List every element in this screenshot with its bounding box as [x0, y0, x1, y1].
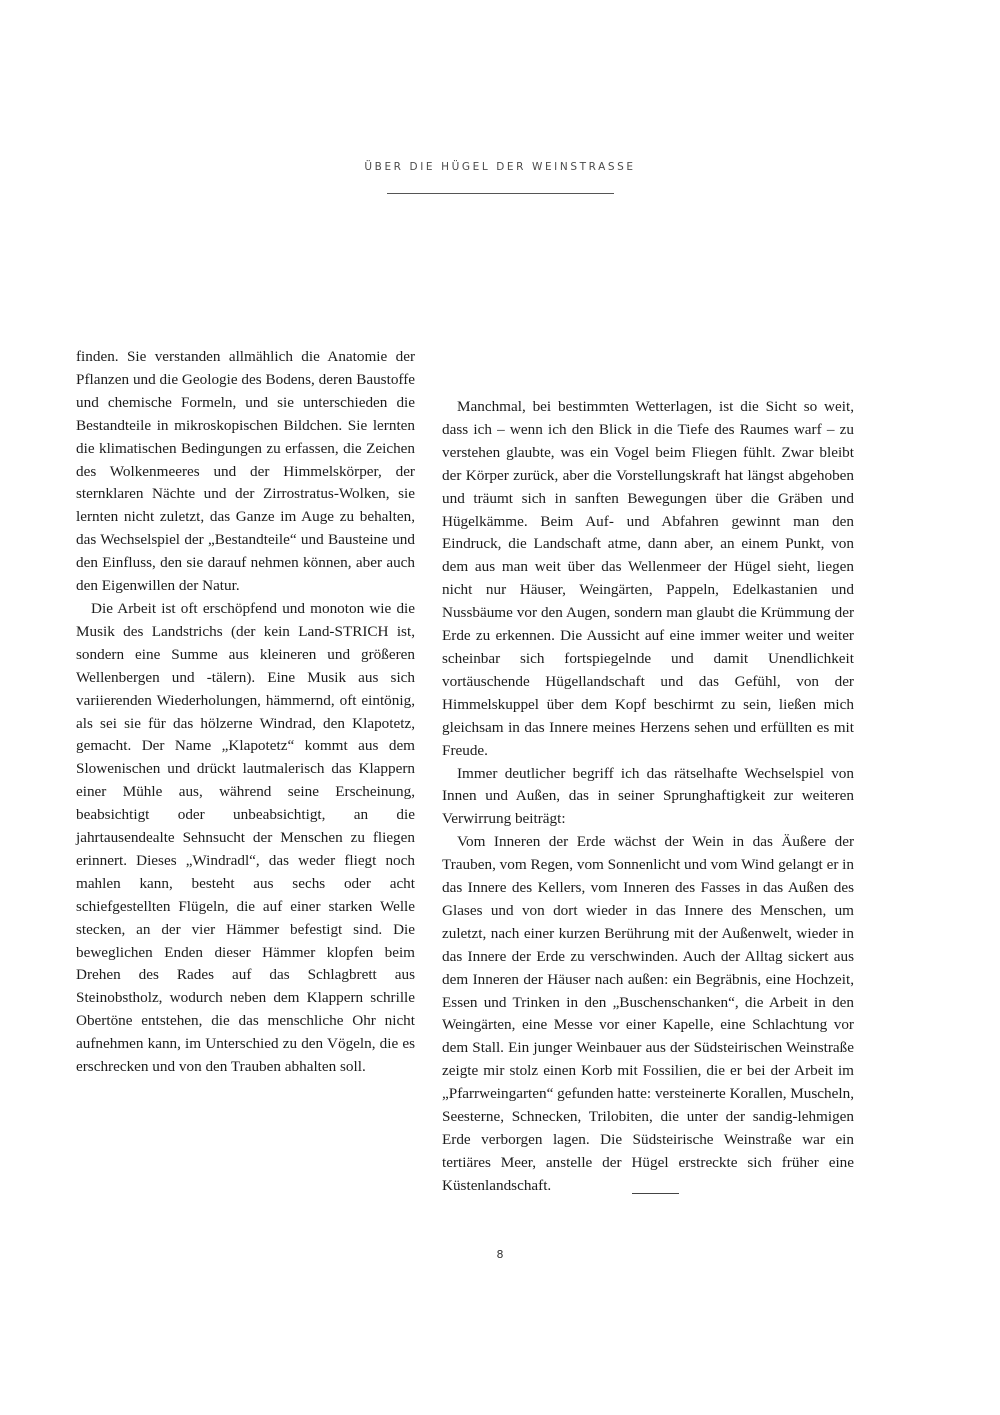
right-text-column — [442, 396, 854, 1198]
left-paragraph-2: Die Arbeit ist oft erschöpfend und monoton wie die Musik des Landstrichs (der kein Land-STRICH ist, sondern eine Summe aus kleineren und größeren Wellenbergen und -tälern). Eine Musik aus sich variierenden Wiederholungen, hämmernd, oft eintönig, als sei sie für das hölzerne Windrad, den Klapotetz, gemacht. Der Name „Klapotetz“ kommt aus dem Slowenischen und drückt lautmalerisch das Klappern einer Mühle aus, während seine Erscheinung, beabsichtigt oder unbeabsichtigt, an die jahrtausendealte Sehnsucht der Menschen zu fliegen erinnert. Dieses „Windradl“, das weder fliegt noch mahlen kann, besteht aus sechs oder acht schiefgestellten Flügeln, die auf einer starken Welle stecken, an der vier Hämmer befestigt sind. Die beweglichen Enden dieser Hämmer klopfen beim Drehen des Rades auf das Schlagbrett aus Steinobstholz, wodurch neben dem Klappern schrille Obertöne entstehen, die das menschliche Ohr nicht aufnehmen kann, im Unterschied zu den Vögeln, die es erschrecken und von den Trauben abhalten soll. — [76, 599, 415, 1076]
header-divider — [387, 193, 614, 194]
section-end-divider — [632, 1193, 679, 1194]
right-paragraph-2: Immer deutlicher begriff ich das rätselhafte Wechselspiel von Innen und Außen, das in seiner Sprunghaftigkeit zur weiteren Verwirrung beiträgt: — [442, 764, 854, 828]
right-paragraph-3: Vom Inneren der Erde wächst der Wein in das Äußere der Trauben, vom Regen, vom Sonnenlicht und vom Wind gelangt er in das Innere des Kellers, vom Inneren des Fasses in das Außen des Glases und von dort wieder in das Innere des Menschen, um zuletzt, nach einer kurzen Berührung mit der Außenwelt, wieder in das Innere der Erde zu verschwinden. Auch der Alltag sickert aus dem Inneren der Häuser nach außen: ein Begräbnis, eine Hochzeit, Essen und Trinken in den „Buschenschanken“, die Arbeit in den Weingärten, eine Messe vor einer Kapelle, eine Schlachtung vor dem Stall. Ein junger Weinbauer aus der Südsteirischen Weinstraße zeigte mir stolz einen Korb mit Fossilien, die er bei der Arbeit im „Pfarrweingarten“ gefunden hatte: versteinerte Korallen, Muscheln, Seesterne, Schnecken, Trilobiten, die unter der sandig-lehmigen Erde verborgen lagen. Die Südsteirische Weinstraße war ein tertiäres Meer, anstelle der Hügel erstreckte sich früher eine Küstenlandschaft. — [442, 833, 854, 1194]
left-paragraph-1: finden. Sie verstanden allmählich die Anatomie der Pflanzen und die Geologie des Bodens, deren Baustoffe und chemische Formeln, und sie unterschieden die Bestandteile in mikroskopischen Bildchen. Sie lernten die klimatischen Bedingungen zu erfassen, die Zeichen des Wolkenmeeres und der Himmelskörper, der sternklaren Nächte und der Zirrostratus-Wolken, sie lernten nicht zuletzt, das Ganze im Auge zu behalten, das Wechselspiel der „Bestandteile“ und Bausteine und den Einfluss, den sie darauf nehmen können, aber auch den Eigenwillen der Natur. — [76, 348, 415, 595]
right-paragraph-1: Manchmal, bei bestimmten Wetterlagen, ist die Sicht so weit, dass ich – wenn ich den Blick in die Tiefe des Raumes warf – zu verstehen glaubte, was ein Vogel beim Fliegen fühlt. Zwar bleibt der Körper zurück, aber die Vorstellungskraft hat längst abgehoben und träumt sich in sanften Bewegungen über die Gräben und Hügelkämme. Beim Auf- und Abfahren gewinnt man den Eindruck, die Landschaft atme, dann aber, an einem Punkt, von dem aus man weit über das Wellenmeer der Hügel sieht, liegen nicht nur Häuser, Weingärten, Pappeln, Edelkastanien und Nussbäume vor den Augen, sondern man glaubt die Krümmung der Erde zu erkennen. Die Aussicht auf eine immer weiter und weiter scheinbar sich fortspiegelnde und damit Unendlichkeit vortäuschende Hügellandschaft und das Gefühl, von der Himmelskuppel über dem Kopf beschirmt zu sein, ließen mich gleichsam in das Innere meines Herzens sehen und erfüllten es mit Freude. — [442, 398, 854, 759]
page-number: 8 — [496, 1248, 504, 1261]
left-text-column — [76, 346, 415, 1079]
running-header: ÜBER DIE HÜGEL DER WEINSTRASSE — [364, 161, 636, 173]
